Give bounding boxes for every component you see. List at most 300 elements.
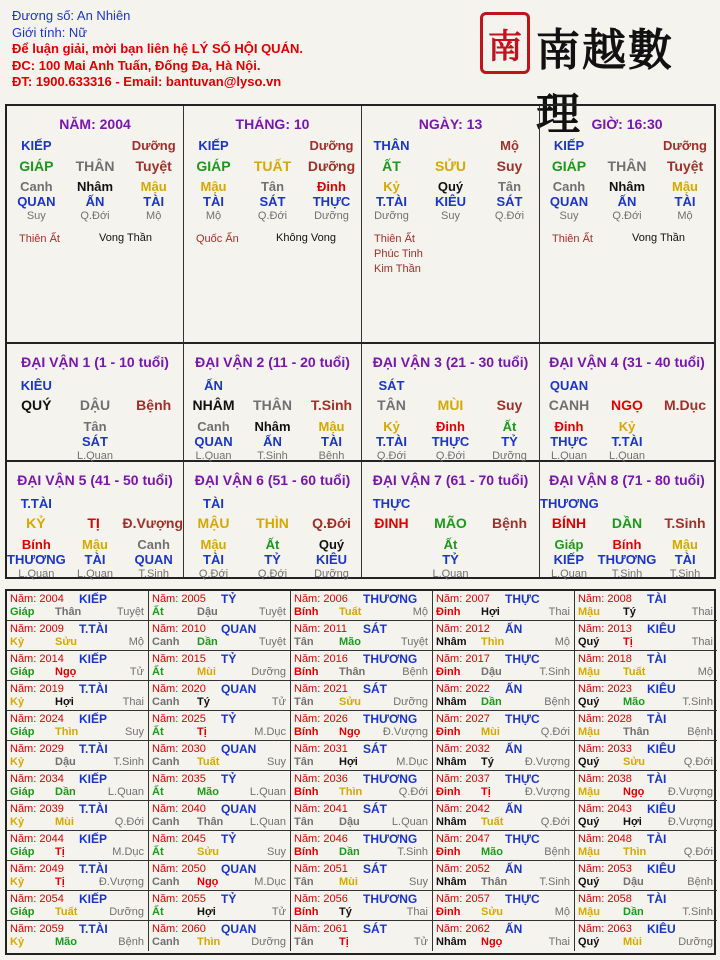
pillar-main-0: GIÁP [19,158,54,174]
pillar-main [184,158,361,174]
pillar-main [362,158,539,174]
year-stem: Mậu [578,846,600,858]
year-cell [433,891,575,921]
year-label: Năm: 2028 [578,713,632,725]
dai-van-hidden-1: Ất [265,537,280,552]
year-cell [7,831,149,861]
dai-van-hidden-0: Kỷ [383,419,400,434]
dai-van-top-0: QUAN [549,378,589,393]
year-stem: Đinh [436,906,461,918]
pillar-stars-1: ẤN [617,194,637,209]
year-phase: Dưỡng [251,666,286,678]
pillar-phases-1: Suy [441,210,460,222]
dai-van-phases-0: Q.Đới [376,450,407,462]
year-cell [575,651,717,681]
year-cell [149,771,291,801]
phone-line: ĐT: 1900.633316 - Email: bantuvan@lyso.vn [12,74,282,89]
year-branch: Hợi [339,756,358,768]
year-branch: Sửu [623,756,646,768]
pillar-phases-1: Q.Đới [612,210,642,222]
year-star: TÀI [647,892,667,906]
year-phase: Đ.Vượng [524,786,570,798]
dai-van-main [540,397,714,413]
year-stem: Tân [294,756,314,768]
year-cell [433,711,575,741]
pillar-top-1 [243,138,302,153]
year-cell [149,681,291,711]
pillar-phases-0: Suy [26,210,46,222]
year-cell [7,741,149,771]
year-label: Năm: 2054 [10,893,64,905]
pillar-stars [540,194,714,209]
dai-van-phases [7,450,183,462]
pillar-main-1: SỬU [434,158,467,174]
pillar-gods-right: Vong Thần [632,232,686,244]
dai-van-top-1 [421,496,480,511]
year-phase: Đ.Vượng [667,816,713,828]
year-cell [575,621,717,651]
year-phase: Tuyệt [258,606,286,618]
year-stem: Kỷ [10,696,25,708]
year-phase: Tử [129,666,144,678]
dai-van-main-0: CANH [548,397,590,413]
year-branch: Tị [55,876,65,888]
year-branch: Sửu [481,906,504,918]
pillar-top-0: KIẾP [553,138,585,153]
dai-van-hidden-1: Bính [612,537,642,552]
year-label: Năm: 2006 [294,593,348,605]
dai-van-stars-1: TÀI [84,552,106,567]
dai-van-hidden-2: Canh [137,537,170,552]
year-label: Năm: 2046 [294,833,348,845]
year-branch: Thân [339,666,366,678]
dai-van-main-1: MÙI [437,397,464,413]
year-branch: Ngọ [197,876,219,888]
year-star: QUAN [221,862,257,876]
god-star: Phúc Tinh [374,248,423,260]
year-branch: Tuất [197,756,220,768]
dai-van-phases-0: Q.Đới [198,568,229,580]
year-cell [433,651,575,681]
dai-van-phases-0: L.Quan [550,568,588,580]
pillar-phases-0: Mộ [205,210,222,222]
year-label: Năm: 2025 [152,713,206,725]
year-star: SÁT [363,802,387,816]
year-cell [433,621,575,651]
year-stem: Canh [152,696,180,708]
pillar-hidden-2: Mậu [140,179,167,194]
year-stem: Đinh [436,846,461,858]
year-stem: Kỷ [10,936,25,948]
pillar-cell [7,106,184,344]
pillar-phases-2: Mộ [677,210,693,222]
year-phase: Thai [691,636,713,648]
year-branch: Thân [55,606,82,618]
year-stem: Giáp [10,606,35,618]
dai-van-stars-2 [124,434,183,449]
dai-van-hidden-0: Bính [21,537,51,552]
dai-van-top-1 [599,496,657,511]
pillar-hidden-2: Tân [497,179,522,194]
dai-van-stars-0: TÀI [203,552,224,567]
year-cell [149,861,291,891]
year-label: Năm: 2048 [578,833,632,845]
year-star: QUAN [221,622,257,636]
year-label: Năm: 2023 [578,683,632,695]
year-phase: Dưỡng [393,696,428,708]
year-cell [433,921,575,951]
year-stem: Nhâm [436,816,467,828]
seal-stamp: 南 [480,12,530,74]
year-star: KIÊU [647,622,676,636]
year-branch: Tị [55,846,65,858]
pillar-top [540,138,714,153]
year-branch: Mùi [623,936,642,948]
dai-van-phases-0 [7,450,66,462]
year-label: Năm: 2013 [578,623,632,635]
year-label: Năm: 2033 [578,743,632,755]
year-stem: Mậu [578,786,600,798]
pillar-hidden-0: Kỷ [383,179,400,194]
dai-van-title: ĐẠI VẬN 8 (71 - 80 tuổi) [549,472,705,488]
dai-van-main [184,397,361,413]
year-phase: Q.Đới [540,816,570,828]
pillar-hidden-1: Nhâm [608,179,646,194]
pillar-stars-2: SÁT [496,194,523,209]
dai-van-stars-2: TÀI [674,552,696,567]
year-branch: Dần [55,786,76,798]
year-label: Năm: 2024 [10,713,64,725]
pillar-hidden [184,179,361,194]
pillar-hidden-0: Canh [552,179,586,194]
year-branch: Dậu [481,666,502,678]
dai-van-phases-0: L.Quan [550,450,588,462]
dai-van-phases-2: Dưỡng [492,450,527,462]
year-branch: Sửu [197,846,220,858]
year-stem: Bính [294,606,319,618]
year-label: Năm: 2060 [152,923,206,935]
dai-van-hidden-0: Đinh [554,419,584,434]
dai-van-top-1 [421,378,480,393]
dai-van-phases-0: L.Quan [18,568,55,580]
dai-van-main [7,515,183,531]
pillar-top-1 [66,138,125,153]
year-label: Năm: 2047 [436,833,490,845]
year-branch: Dần [623,906,644,918]
year-cell [575,741,717,771]
dai-van-hidden-2: Ất [502,419,517,434]
address-line: ĐC: 100 Mai Anh Tuấn, Đống Đa, Hà Nội. [12,57,261,73]
year-phase: Đ.Vượng [98,876,144,888]
dai-van-main-2: Suy [496,397,523,413]
dai-van-hidden-1: Kỷ [618,419,636,434]
pillar-phases-2: Dưỡng [314,210,349,222]
year-phase: Tử [413,936,428,948]
year-cell [149,741,291,771]
dai-van-top [7,378,183,393]
year-label: Năm: 2038 [578,773,632,785]
year-phase: Tử [271,906,286,918]
pillar-stars-0: T.TÀI [375,194,408,209]
year-cell [291,771,433,801]
dai-van-main [184,515,361,531]
year-cell [575,891,717,921]
dai-van-phases-1: L.Quan [432,568,469,580]
year-star: TỶ [221,712,237,726]
year-stem: Bính [294,666,319,678]
year-star: THỰC [505,772,540,786]
year-star: T.TÀI [79,622,108,636]
dai-van-top [362,378,539,393]
pillar-cell [540,106,714,344]
year-label: Năm: 2053 [578,863,632,875]
year-label: Năm: 2017 [436,653,490,665]
pillar-phases-1: Q.Đới [80,210,110,222]
year-phase: Bệnh [118,936,144,948]
year-stem: Giáp [10,726,35,738]
pillar-stars-1: KIÊU [434,194,467,209]
year-stem: Kỷ [10,876,25,888]
year-label: Năm: 2026 [294,713,348,725]
dai-van-hidden-2 [124,419,183,434]
year-stem: Quý [578,816,600,828]
year-branch: Sửu [339,696,362,708]
dai-van-hidden-2: Mậu [318,419,345,434]
year-star: QUAN [221,922,257,936]
dai-van-stars-2: KIÊU [315,552,348,567]
year-branch: Ngọ [623,786,645,798]
year-star: ẤN [505,862,523,876]
year-star: SÁT [363,922,387,936]
dai-van-cell [184,344,362,462]
year-phase: Thai [122,696,144,708]
pillar-top-2: Dưỡng [131,138,176,153]
dai-van-main [362,397,539,413]
dai-van-stars-2: TÀI [321,434,342,449]
year-label: Năm: 2011 [294,623,347,635]
pillar-hidden-0: Canh [20,179,53,194]
year-branch: Mùi [55,816,74,828]
dai-van-stars-0: THƯƠNG [7,552,66,567]
year-stem: Canh [152,816,180,828]
pillar-hidden-1: Tân [260,179,285,194]
year-phase: Đ.Vượng [667,786,713,798]
year-cell [291,741,433,771]
year-label: Năm: 2014 [10,653,64,665]
year-star: TỶ [221,592,237,606]
dai-van-cell [7,462,184,580]
dai-van-main-1: DẬU [79,397,111,413]
dai-van-title: ĐẠI VẬN 4 (31 - 40 tuổi) [549,354,705,370]
year-star: SÁT [363,622,387,636]
year-stem: Mậu [578,906,600,918]
dai-van-top-1 [598,378,656,393]
year-stem: Tân [294,696,314,708]
year-label: Năm: 2029 [10,743,64,755]
pillar-top [362,138,539,153]
year-stem: Mậu [578,726,600,738]
dai-van-main-2: Đ.Vượng [122,515,184,531]
year-branch: Hợi [623,816,642,828]
pillar-stars-0: QUAN [549,194,589,209]
dai-van-phases-2: Bệnh [318,450,345,462]
year-branch: Thân [623,726,650,738]
dai-van-stars-0: KIẾP [553,552,584,567]
year-stem: Giáp [10,846,35,858]
dai-van-top-0: SÁT [378,378,405,393]
year-stem: Ất [152,906,164,918]
year-star: QUAN [221,682,257,696]
dai-van-stars-0 [7,434,66,449]
dai-van-hidden-1: Ất [443,537,458,552]
pillar-main-2: Dưỡng [307,158,356,174]
year-stem: Mậu [578,666,600,678]
dai-van-title: ĐẠI VẬN 6 (51 - 60 tuổi) [194,472,351,488]
dai-van-stars [184,434,361,449]
pillar-top-1 [421,138,480,153]
year-star: TÀI [647,772,667,786]
year-stem: Kỷ [10,756,25,768]
year-phase: L.Quan [107,786,144,798]
year-star: KIẾP [79,772,108,786]
dai-van-stars [7,552,183,567]
contact-line: Để luận giải, mời bạn liên hệ LÝ SỐ HỘI QUÁN. [12,41,303,56]
dai-van-cell [362,344,540,462]
year-phase: Q.Đới [398,786,428,798]
year-stem: Nhâm [436,936,467,948]
year-branch: Tuất [339,606,362,618]
year-stem: Đinh [436,666,461,678]
year-cell [433,831,575,861]
year-label: Năm: 2052 [436,863,490,875]
dai-van-stars-1: SÁT [82,434,108,449]
year-star: THƯƠNG [363,892,418,906]
year-phase: Dưỡng [109,906,144,918]
year-label: Năm: 2037 [436,773,490,785]
dai-van-hidden [7,537,183,552]
year-cell [7,591,149,621]
pillar-top [7,138,183,153]
year-cell [7,651,149,681]
dai-van-main [7,397,183,413]
year-star: QUAN [221,802,257,816]
dai-van-hidden-0: Canh [197,419,230,434]
year-stem: Đinh [436,786,461,798]
dai-van-main-0: KỶ [26,515,46,531]
dai-van-phases-2 [480,568,539,580]
year-star: KIÊU [647,922,676,936]
year-stem: Tân [294,876,314,888]
pillar-stars-0: TÀI [203,194,224,209]
year-phase: Tử [271,696,286,708]
year-label: Năm: 2062 [436,923,490,935]
dai-van-main-2: M.Dục [664,397,706,413]
pillar-main-1: THÂN [607,158,647,174]
year-label: Năm: 2008 [578,593,632,605]
dai-van-top-2 [302,496,361,511]
dai-van-top-2 [656,496,714,511]
dai-van-stars [540,552,714,567]
year-label: Năm: 2009 [10,623,64,635]
year-branch: Thân [481,876,508,888]
year-branch: Thìn [55,726,79,738]
year-stem: Đinh [436,606,461,618]
dai-van-top-0: ẤN [204,378,223,393]
year-phase: T.Sinh [113,756,144,768]
year-branch: Dậu [55,756,76,768]
pillar-main-1: THÂN [75,158,115,174]
dai-van-main [362,515,539,531]
dai-van-stars-2 [656,434,714,449]
pillar-phases-0: Dưỡng [374,210,409,222]
year-star: T.TÀI [79,742,108,756]
dai-van-stars-1: T.TÀI [611,434,643,449]
year-label: Năm: 2061 [294,923,348,935]
year-cell [149,921,291,951]
year-star: ẤN [505,682,523,696]
pillar-hidden [7,179,183,194]
year-label: Năm: 2004 [10,593,64,605]
dai-van-stars [7,434,183,449]
year-cell [149,891,291,921]
year-cell [433,771,575,801]
dai-van-hidden [184,537,361,552]
dai-van-cell [540,462,714,580]
year-star: QUAN [221,742,257,756]
god-star: Kim Thần [374,263,421,275]
year-cell [291,921,433,951]
pillar-hidden-1: Quý [437,179,464,194]
dai-van-title: ĐẠI VẬN 5 (41 - 50 tuổi) [17,472,173,488]
year-phase: Suy [409,876,428,888]
god-star: Quốc Ấn [196,233,239,245]
dai-van-main-2: Bệnh [492,515,527,531]
dai-van-phases-2 [656,450,714,462]
year-stem: Ất [152,846,164,858]
dai-van-phases-1: T.Sinh [611,568,643,580]
year-branch: Tuất [481,816,504,828]
year-label: Năm: 2031 [294,743,348,755]
annual-luck-grid [5,589,716,955]
dai-van-stars [362,434,539,449]
dai-van-hidden-1: Nhâm [254,419,291,434]
dai-van-stars-1: ẤN [263,434,282,449]
year-star: KIÊU [647,802,676,816]
dai-van-main-0: MẬU [197,515,230,531]
dai-van-top [184,496,361,511]
dai-van-stars-1: THỰC [431,434,470,449]
pillar-main-2: Tuyệt [666,158,704,174]
year-branch: Thìn [623,846,647,858]
year-cell [291,621,433,651]
year-phase: M.Dục [254,726,286,738]
pillar-top-0: THÂN [373,138,410,153]
dai-van-cell [7,344,184,462]
dai-van-hidden-2: Mậu [672,537,698,552]
year-branch: Dậu [197,606,218,618]
dai-van-main-1: THÌN [256,515,289,531]
pillar-phases [540,210,714,222]
dai-van-hidden [7,419,183,434]
year-star: THỰC [505,892,540,906]
pillar-main-2: Suy [496,158,523,174]
dai-van-phases-1: Q.Đới [257,568,288,580]
dai-van-top-0: THƯƠNG [540,496,599,511]
year-cell [575,771,717,801]
pillar-title: NĂM: 2004 [59,116,131,132]
dai-van-top-0: KIÊU [20,378,52,393]
year-cell [291,591,433,621]
